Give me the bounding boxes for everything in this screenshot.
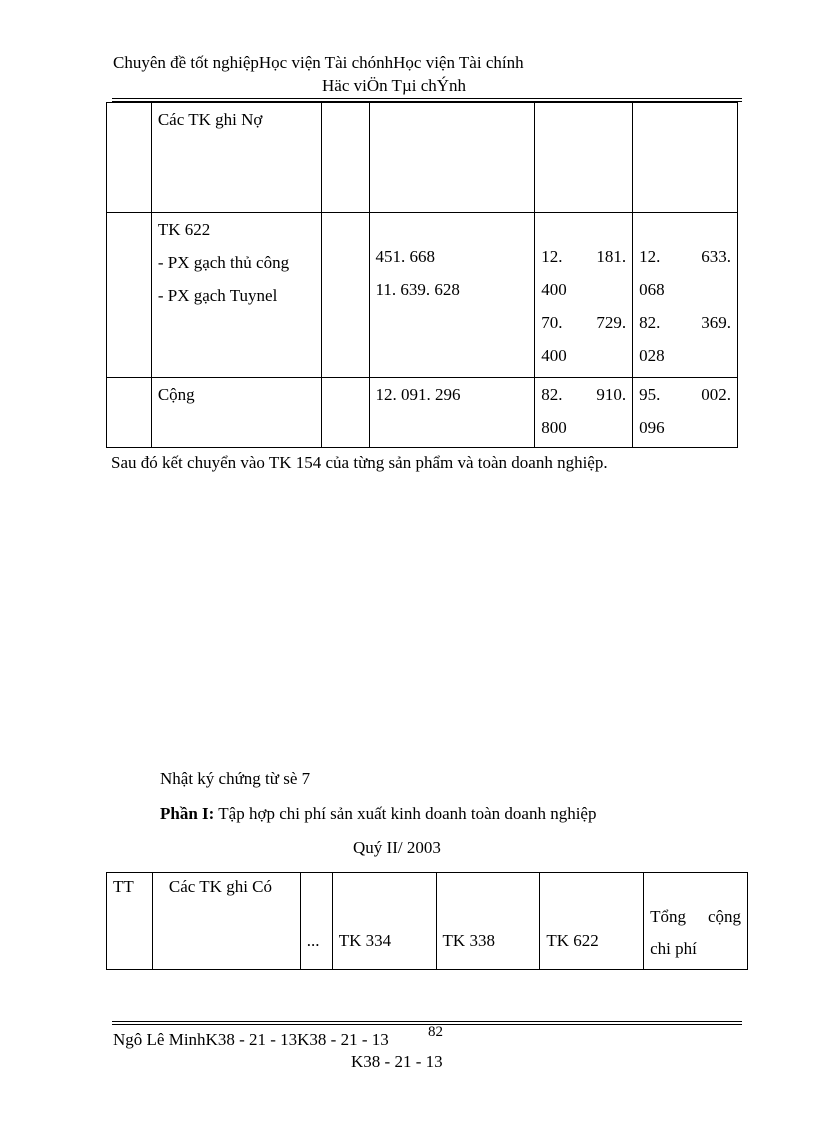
header-rule-top <box>112 98 742 99</box>
px-gach-tuynel-label: - PX gạch Tuynel <box>157 286 278 305</box>
cell-value: 12. <box>639 247 661 266</box>
total-word: Tổng <box>650 907 686 926</box>
footer-rule-top <box>112 1021 742 1022</box>
col-header-tk622: TK 622 <box>546 931 599 950</box>
tk622-label: TK 622 <box>157 220 211 239</box>
col-header-ellipsis: ... <box>306 931 320 950</box>
cell-value: 068 <box>639 280 665 299</box>
transfer-note: Sau đó kết chuyển vào TK 154 của từng sản phẩm và toàn doanh nghiệp. <box>111 453 608 472</box>
cell-value: 82. <box>639 313 661 332</box>
cell-value: 70. <box>541 313 563 332</box>
cell-value: 82. <box>541 385 563 404</box>
col-header-tk334: TK 334 <box>338 931 392 950</box>
cell-value: 181. <box>596 247 627 266</box>
header-title: Chuyên đề tốt nghiệpHọc viện Tài chónhHọc viện Tài chính <box>113 53 524 72</box>
part-description: Tập hợp chi phí sản xuất kinh doanh toàn doanh nghiệp <box>214 804 597 823</box>
cell-value: 910. <box>596 385 627 404</box>
cell-value: 451. 668 <box>375 247 436 266</box>
table-row <box>107 103 738 213</box>
header-subtitle: Häc viÖn Tµi chÝnh <box>322 76 467 95</box>
journal-table <box>106 872 748 970</box>
journal-title: Nhật ký chứng từ sè 7 <box>160 769 311 788</box>
cell-value: 400 <box>541 280 567 299</box>
col-header-tk338: TK 338 <box>442 931 495 950</box>
total-label: Cộng <box>157 385 195 404</box>
cell-value: 633. <box>701 247 731 266</box>
total-word: chi phí <box>650 939 697 958</box>
cell-value: 12. 091. 296 <box>375 385 461 404</box>
px-gach-thu-cong-label: - PX gạch thủ công <box>157 253 290 272</box>
cell-value: 12. <box>541 247 563 266</box>
table-row <box>107 873 748 970</box>
col-header-tt: TT <box>113 877 134 896</box>
cell-value: 800 <box>541 418 567 437</box>
cell-value: 11. 639. 628 <box>375 280 460 299</box>
total-word: cộng <box>707 907 741 926</box>
part-label: Phần I: <box>160 804 215 823</box>
cell-value: 95. <box>639 385 661 404</box>
cell-value: 096 <box>639 418 665 437</box>
table-row <box>107 378 738 448</box>
debit-accounts-label: Các TK ghi Nợ <box>157 110 263 129</box>
cell-value: 369. <box>701 313 731 332</box>
cell-value: 400 <box>541 346 567 365</box>
footer-author: Ngô Lê MinhK38 - 21 - 13K38 - 21 - 13 <box>113 1030 389 1049</box>
col-header-credit-accounts: Các TK ghi Có <box>168 877 273 896</box>
cell-value: 002. <box>701 385 731 404</box>
col-header-total <box>650 901 741 933</box>
page-number: 82 <box>428 1024 443 1040</box>
cell-value: 729. <box>596 313 627 332</box>
footer-class: K38 - 21 - 13 <box>351 1052 443 1071</box>
footer-rule-bottom <box>112 1024 742 1025</box>
cost-table-continued <box>106 102 738 448</box>
table-row <box>107 213 738 378</box>
quarter-label: Quý II/ 2003 <box>353 838 441 857</box>
part-heading <box>160 804 596 824</box>
cell-value: 028 <box>639 346 665 365</box>
